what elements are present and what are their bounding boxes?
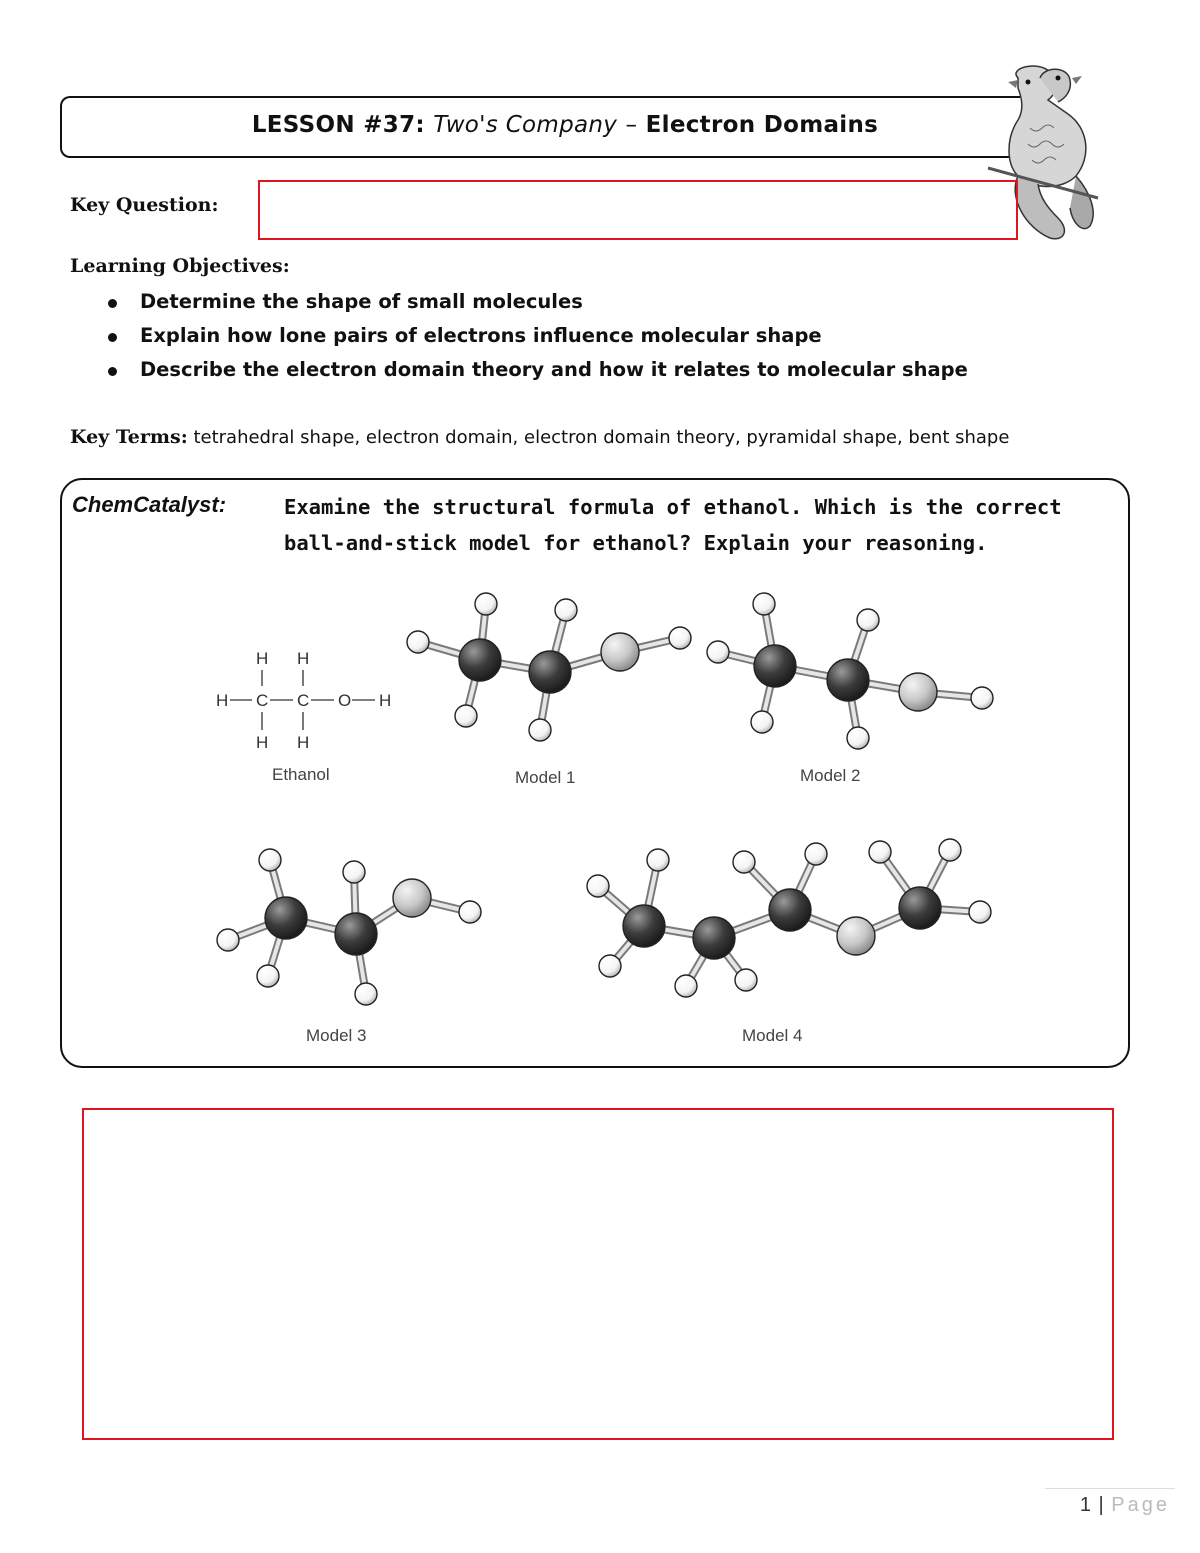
hydrogen-atom	[733, 851, 755, 873]
hydrogen-atom	[751, 711, 773, 733]
page-footer	[1080, 1494, 1170, 1517]
hydrogen-atom	[647, 849, 669, 871]
chem-catalyst-prompt: Examine the structural formula of ethanol. Which is the correct ball-and-stick model for ethanol? Explain your reasoning.	[284, 495, 1062, 555]
hydrogen-atom	[459, 901, 481, 923]
hydrogen-atom	[599, 955, 621, 977]
hydrogen-atom	[969, 901, 991, 923]
footer-divider	[1045, 1488, 1175, 1489]
title-dash: –	[625, 112, 638, 138]
key-terms	[70, 426, 1009, 448]
oxygen-atom	[837, 917, 875, 955]
ethanol-structural-formula	[216, 649, 391, 752]
learning-objectives-list	[106, 288, 968, 390]
hydrogen-atom	[343, 861, 365, 883]
chem-catalyst-label: ChemCatalyst:	[72, 492, 227, 517]
hydrogen-atom	[257, 965, 279, 987]
page-number: 1	[1079, 1494, 1092, 1516]
hydrogen-atom	[735, 969, 757, 991]
objective-text: Explain how lone pairs of electrons influence molecular shape	[140, 324, 822, 347]
objective-text: Determine the shape of small molecules	[140, 290, 583, 313]
hydrogen-atom	[869, 841, 891, 863]
hydrogen-atom	[555, 599, 577, 621]
oxygen-atom	[601, 633, 639, 671]
ball-and-stick-model-3	[217, 849, 481, 1005]
formula-atom-h: H	[216, 691, 229, 710]
hydrogen-atom	[587, 875, 609, 897]
molecule-models-figure	[200, 580, 1020, 1050]
ball-and-stick-models	[217, 593, 993, 1005]
carbon-atom	[459, 639, 501, 681]
list-item	[106, 356, 968, 390]
list-item	[106, 288, 968, 322]
carbon-atom	[529, 651, 571, 693]
caption-model-2: Model 2	[800, 766, 861, 785]
page-word: Page	[1111, 1494, 1170, 1516]
hydrogen-atom	[669, 627, 691, 649]
key-terms-label: Key Terms:	[70, 426, 188, 448]
hydrogen-atom	[847, 727, 869, 749]
key-question-answer-box[interactable]	[258, 180, 1018, 240]
formula-atom-h: H	[256, 649, 269, 668]
caption-model-1: Model 1	[515, 768, 576, 787]
footer-separator: |	[1098, 1494, 1105, 1516]
hydrogen-atom	[475, 593, 497, 615]
carbon-atom	[265, 897, 307, 939]
formula-atom-h: H	[379, 691, 392, 710]
bullet-icon	[108, 299, 117, 308]
hydrogen-atom	[355, 983, 377, 1005]
hydrogen-atom	[217, 929, 239, 951]
formula-atom-h: H	[297, 649, 310, 668]
formula-atom-h: H	[297, 733, 310, 752]
oxygen-atom	[899, 673, 937, 711]
caption-model-3: Model 3	[306, 1026, 367, 1045]
carbon-atom	[754, 645, 796, 687]
hydrogen-atom	[753, 593, 775, 615]
caption-ethanol: Ethanol	[272, 765, 330, 784]
formula-atom-o: O	[338, 691, 352, 710]
bullet-icon	[108, 367, 117, 376]
hydrogen-atom	[407, 631, 429, 653]
hydrogen-atom	[529, 719, 551, 741]
formula-atom-c: C	[256, 691, 269, 710]
carbon-atom	[623, 905, 665, 947]
hydrogen-atom	[939, 839, 961, 861]
carbon-atom	[769, 889, 811, 931]
caption-model-4: Model 4	[742, 1026, 803, 1045]
lesson-title	[60, 112, 1070, 138]
ball-and-stick-model-4	[587, 839, 991, 997]
formula-atom-h: H	[256, 733, 269, 752]
learning-objectives-label: Learning Objectives:	[70, 255, 290, 277]
hydrogen-atom	[259, 849, 281, 871]
hydrogen-atom	[805, 843, 827, 865]
hydrogen-atom	[857, 609, 879, 631]
carbon-atom	[693, 917, 735, 959]
objective-text: Describe the electron domain theory and how it relates to molecular shape	[140, 358, 968, 381]
lesson-number: LESSON #37:	[251, 112, 425, 138]
ball-and-stick-model-2	[707, 593, 993, 749]
oxygen-atom	[393, 879, 431, 917]
carbon-atom	[899, 887, 941, 929]
hydrogen-atom	[675, 975, 697, 997]
hydrogen-atom	[971, 687, 993, 709]
key-terms-text: tetrahedral shape, electron domain, electron domain theory, pyramidal shape, bent shape	[193, 427, 1010, 448]
bullet-icon	[108, 333, 117, 342]
carbon-atom	[827, 659, 869, 701]
lesson-title-italic: Two's Company	[433, 112, 618, 138]
carbon-atom	[335, 913, 377, 955]
hydrogen-atom	[455, 705, 477, 727]
formula-atom-c: C	[297, 691, 310, 710]
catalyst-answer-box[interactable]	[82, 1108, 1114, 1440]
list-item	[106, 322, 968, 356]
hydrogen-atom	[707, 641, 729, 663]
lesson-subtitle: Electron Domains	[645, 112, 879, 138]
ball-and-stick-model-1	[407, 593, 691, 741]
key-question-label: Key Question:	[70, 194, 219, 216]
